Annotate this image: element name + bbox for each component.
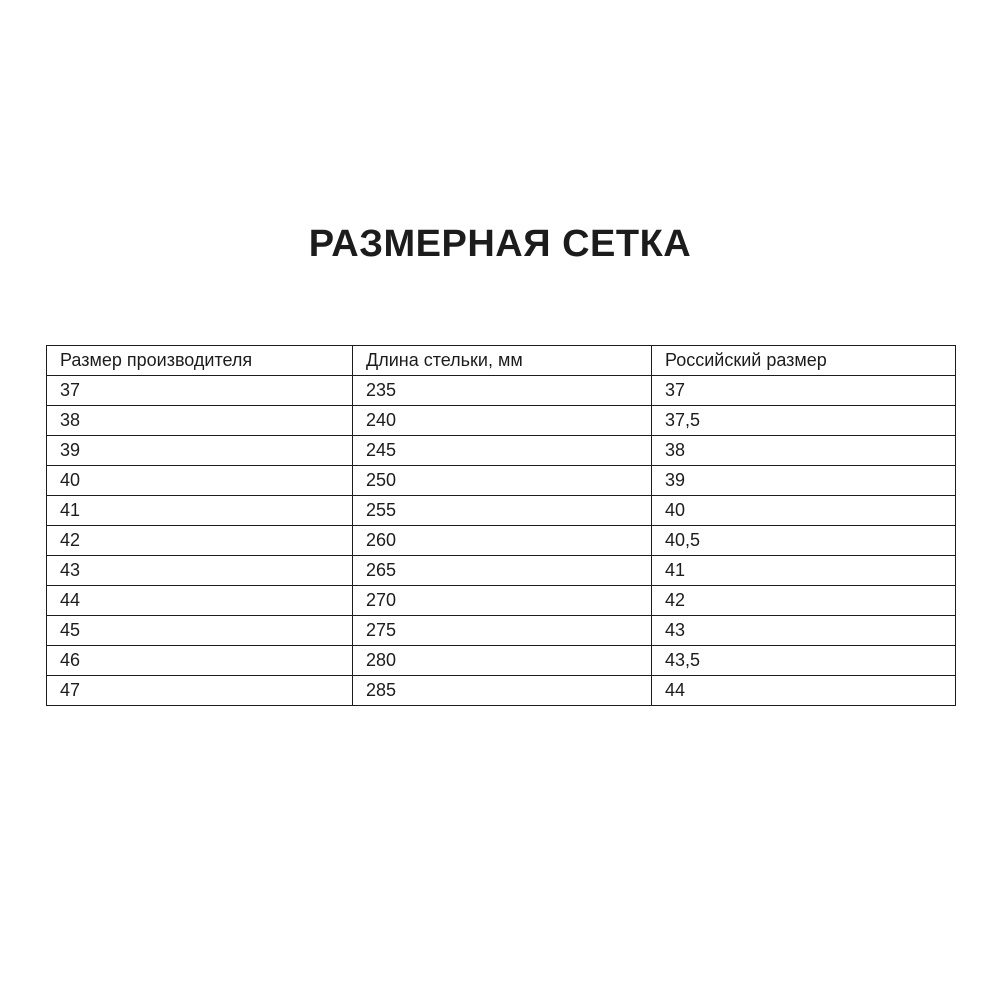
table-cell: 44 <box>652 676 956 706</box>
table-cell: 260 <box>353 526 652 556</box>
table-cell: 42 <box>652 586 956 616</box>
table-cell: 39 <box>47 436 353 466</box>
table-cell: 235 <box>353 376 652 406</box>
table-row <box>47 526 956 556</box>
table-cell: 43,5 <box>652 646 956 676</box>
table-header-row <box>47 346 956 376</box>
table-cell: 275 <box>353 616 652 646</box>
table-row <box>47 676 956 706</box>
table-cell: 245 <box>353 436 652 466</box>
table-cell: 280 <box>353 646 652 676</box>
table-cell: 41 <box>652 556 956 586</box>
table-cell: 44 <box>47 586 353 616</box>
table-cell: 265 <box>353 556 652 586</box>
table-cell: 270 <box>353 586 652 616</box>
table-cell: 38 <box>47 406 353 436</box>
table-cell: 37,5 <box>652 406 956 436</box>
table-row <box>47 616 956 646</box>
table-cell: 240 <box>353 406 652 436</box>
table-cell: 40,5 <box>652 526 956 556</box>
table-row <box>47 496 956 526</box>
table-cell: 38 <box>652 436 956 466</box>
table-cell: 42 <box>47 526 353 556</box>
table-cell: 285 <box>353 676 652 706</box>
table-cell: 255 <box>353 496 652 526</box>
table-row <box>47 406 956 436</box>
table-row <box>47 586 956 616</box>
table-cell: 43 <box>47 556 353 586</box>
table-cell: 47 <box>47 676 353 706</box>
table-row <box>47 436 956 466</box>
table-row <box>47 646 956 676</box>
table-cell: 43 <box>652 616 956 646</box>
table-cell: 39 <box>652 466 956 496</box>
table-row <box>47 376 956 406</box>
table-cell: 250 <box>353 466 652 496</box>
table-cell: 40 <box>652 496 956 526</box>
table-cell: 41 <box>47 496 353 526</box>
table-cell: 46 <box>47 646 353 676</box>
table-row <box>47 466 956 496</box>
table-row <box>47 556 956 586</box>
table-cell: 45 <box>47 616 353 646</box>
header-russian-size: Российский размер <box>652 346 956 376</box>
table-cell: 37 <box>47 376 353 406</box>
page-title: РАЗМЕРНАЯ СЕТКА <box>308 223 692 265</box>
size-chart-table <box>46 345 956 706</box>
header-manufacturer-size: Размер производителя <box>47 346 353 376</box>
table-cell: 40 <box>47 466 353 496</box>
header-insole-length: Длина стельки, мм <box>353 346 652 376</box>
table-cell: 37 <box>652 376 956 406</box>
